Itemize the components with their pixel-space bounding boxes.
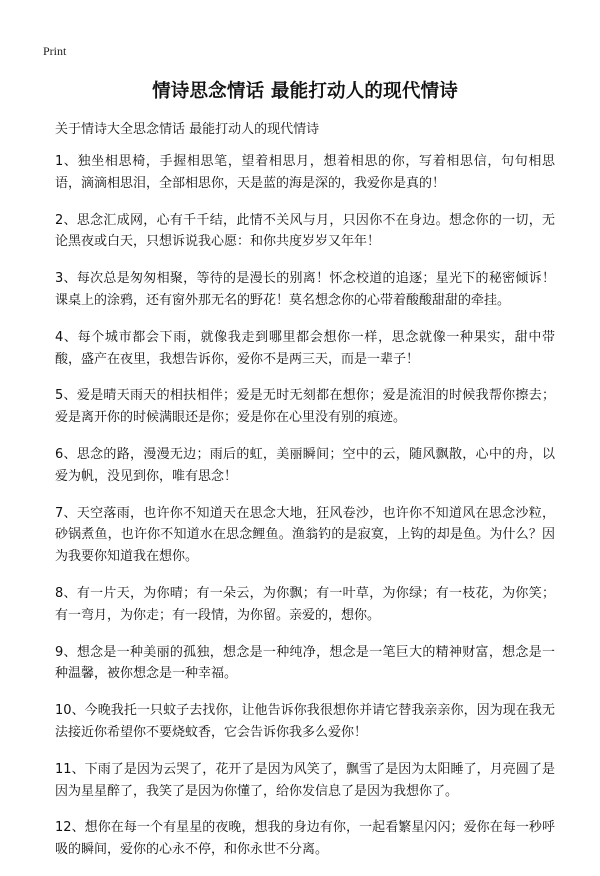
article-body: [55, 151, 555, 861]
poem-paragraph-2: 2、思念汇成网，心有千千结，此情不关风与月，只因你不在身边。想念你的一切，无论黑夜或白天，只想诉说我心愿：和你共度岁岁又年年！: [55, 212, 555, 250]
poem-paragraph-1: 1、独坐相思椅，手握相思笔，望着相思月，想着相思的你，写着相思信，句句相思语，滴滴相思泪，全部相思你，天是蓝的海是深的，我爱你是真的！: [55, 154, 555, 191]
article: [55, 80, 555, 876]
article-subtitle: 关于情诗大全思念情话 最能打动人的现代情诗: [55, 122, 320, 137]
poem-paragraph-3: 3、每次总是匆匆相聚，等待的是漫长的别离！怀念校道的追逐；星光下的秘密倾诉！课桌上的涂鸦，还有窗外那无名的野花！莫名想念你的心带着酸酸甜甜的牵挂。: [55, 271, 555, 308]
poem-paragraph-12: 12、想你在每一个有星星的夜晚，想我的身边有你，一起看繁星闪闪；爱你在每一秒呼吸的瞬间，爱你的心永不停，和你永世不分离。: [55, 820, 555, 858]
poem-paragraph-9: 9、想念是一种美丽的孤独，想念是一种纯净，想念是一笔巨大的精神财富，想念是一种温馨，被你想念是一种幸福。: [55, 644, 555, 682]
poem-paragraph-10: 10、今晚我托一只蚊子去找你，让他告诉你我很想你并请它替我亲亲你，因为现在我无法接近你希望你不要烧蚊香，它会告诉你我多么爱你！: [55, 703, 555, 740]
poem-paragraph-4: 4、每个城市都会下雨，就像我走到哪里都会想你一样，思念就像一种果实，甜中带酸，盛产在夜里，我想告诉你，爱你不是两三天，而是一辈子！: [55, 329, 555, 367]
poem-paragraph-8: 8、有一片天，为你晴；有一朵云，为你飘；有一叶草，为你绿；有一枝花，为你笑；有一弯月，为你走；有一段情，为你留。亲爱的，想你。: [55, 585, 555, 623]
poem-paragraph-7: 7、天空落雨，也许你不知道天在思念大地，狂风卷沙，也许你不知道风在思念沙粒，砂锅煮鱼，也许你不知道水在思念鲤鱼。渔翁钓的是寂寞，上钩的却是鱼。为什么？因为我要你知道我在想你。: [55, 505, 555, 565]
poem-paragraph-6: 6、思念的路，漫漫无边；雨后的虹，美丽瞬间；空中的云，随风飘散，心中的舟，以爱为帆，没见到你，唯有思念！: [55, 446, 555, 484]
page-title: 情诗思念情话 最能打动人的现代情诗: [152, 81, 458, 102]
poem-paragraph-5: 5、爱是晴天雨天的相扶相伴；爱是无时无刻都在想你；爱是流泪的时候我帮你擦去；爱是离开你的时候满眼还是你；爱是你在心里没有别的痕迹。: [55, 388, 555, 426]
print-link[interactable]: Print: [43, 44, 67, 58]
poem-paragraph-11: 11、下雨了是因为云哭了，花开了是因为风笑了，飘雪了是因为太阳睡了，月亮圆了是因为星星醉了，我笑了是因为你懂了，给你发信息了是因为我想你了。: [55, 761, 555, 799]
